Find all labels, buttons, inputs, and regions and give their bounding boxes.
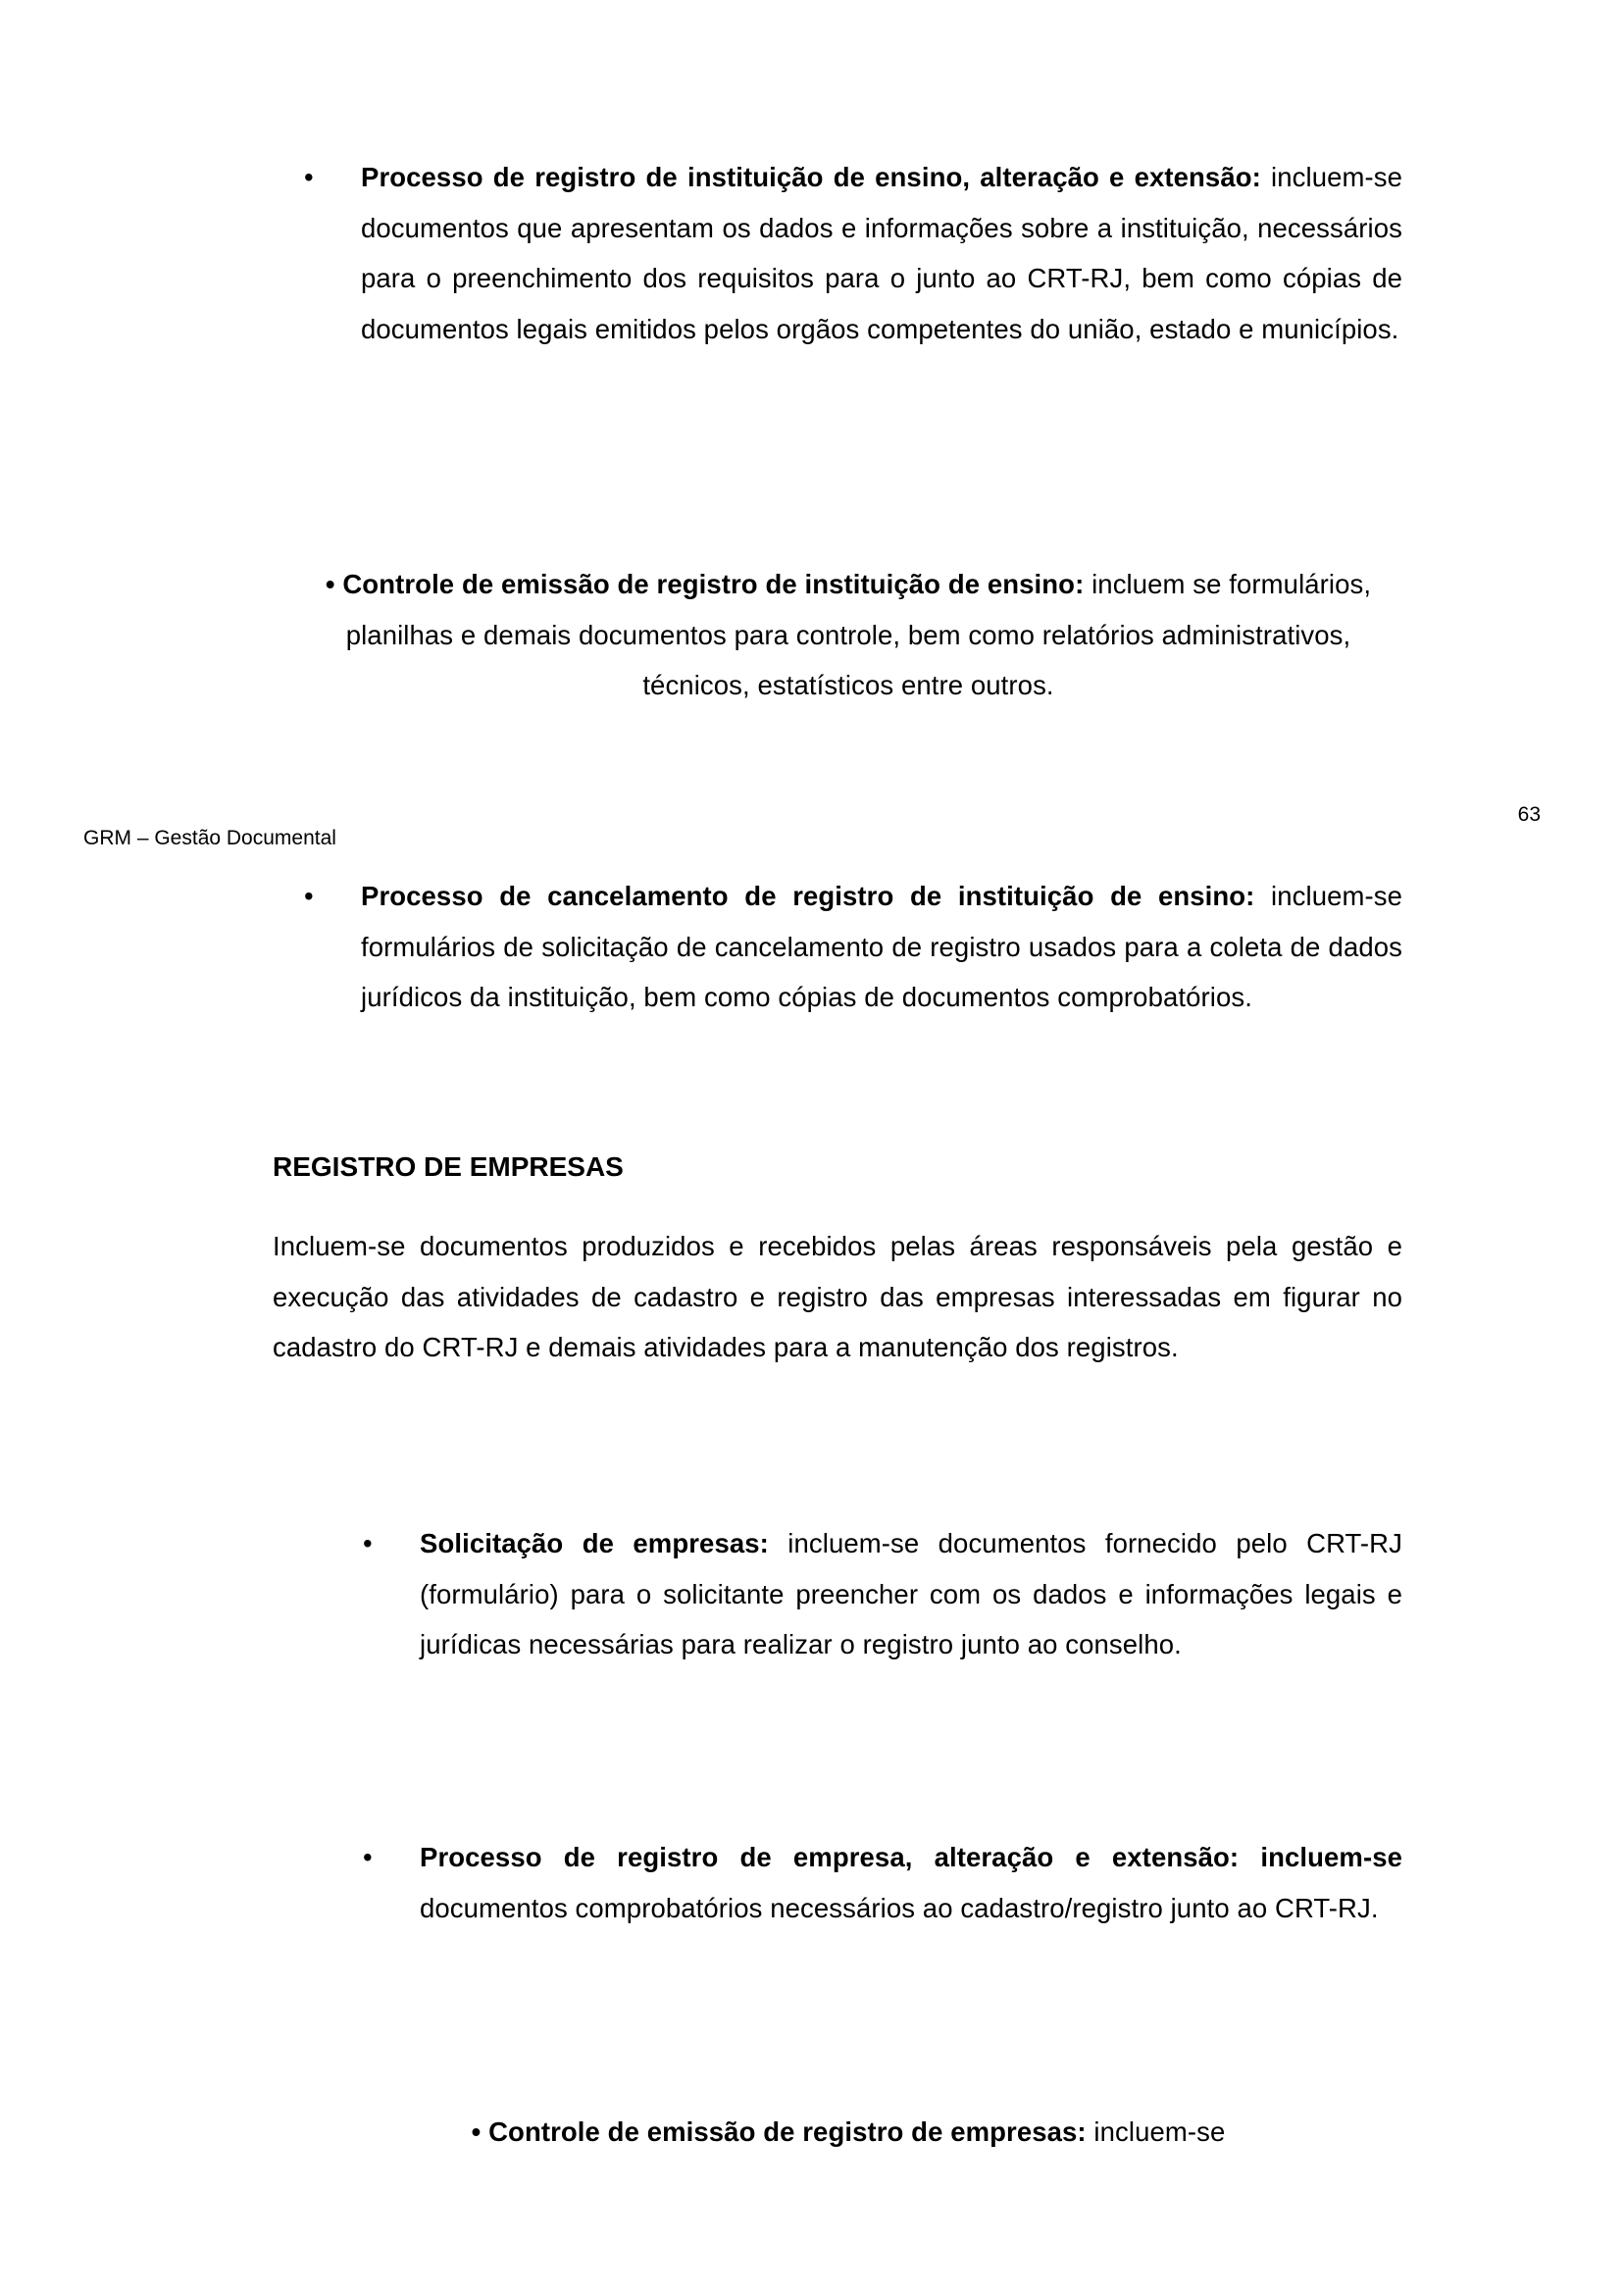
running-header-row [0,802,1624,861]
bullet-lead-text: Processo de registro de instituição de ensino, alteração e extensão: [361,162,1261,192]
bullet-lead-text: Controle de emissão de registro de instituição de ensino: [334,569,1085,599]
bullet-body-text: incluem-se [1086,2116,1226,2147]
bullet-lead-text: Processo de registro de empresa, alteração e extensão: [420,1842,1240,1872]
section-heading-registro-empresas: REGISTRO DE EMPRESAS [273,1151,624,1182]
bullet-lead-text: Controle de emissão de registro de empresas: [481,2116,1087,2147]
bullet-icon: • [304,881,314,911]
bullet-icon: • [363,1842,373,1872]
bullet-icon: • [325,569,335,599]
section-paragraph-registro-empresas: Incluem-se documentos produzidos e recebidos pelas áreas responsáveis pela gestão e execução das atividades de cadastro e registro das empresas interessadas em figurar no cadastro do CRT-RJ e demais atividades para a manutenção dos registros. [273,1231,1402,1363]
bullet-control-emission-institution [294,559,1402,711]
bullet-icon: • [363,1528,373,1558]
running-header-label: GRM – Gestão Documental [83,827,336,849]
bullet-lead-text: Processo de cancelamento de registro de instituição de ensino: [361,881,1255,911]
bullet-process-registration-institution [304,152,1402,355]
bullet-icon: • [304,162,314,192]
bullet-body-text: incluem se formulários, planilhas e demais documentos para controle, bem como relatórios administrativos, técnicos, estatísticos entre outros. [345,569,1372,701]
bullet-control-emission-companies [294,2107,1402,2158]
bullet-body-text: documentos comprobatórios necessários ao cadastro/registro junto ao CRT-RJ. [420,1892,1379,1923]
bullet-icon: • [471,2116,482,2147]
bullet-solicitation-companies [363,1518,1402,1670]
bullet-body-text: incluem-se documentos que apresentam os dados e informações sobre a instituição, necessários para o preenchimento dos requisitos para o junto ao CRT-RJ, bem como cópias de documentos legais emitidos pelos orgãos competentes do união, estado e municípios. [361,162,1402,345]
bullet-cancellation-institution [304,871,1402,1023]
bullet-lead-text: Solicitação de empresas: [420,1528,769,1558]
bullet-process-registration-company [363,1832,1402,1933]
bullet-body-text: incluem-se formulários de solicitação de cancelamento de registro usados para a coleta de dados jurídicos da instituição, bem como cópias de documentos comprobatórios. [361,881,1402,1013]
page-number: 63 [1517,803,1541,826]
bullet-lead-text-secondary: incluem-se [1260,1842,1402,1872]
bullet-body-text: incluem-se documentos fornecido pelo CRT-RJ (formulário) para o solicitante preencher com os dados e informações legais e jurídicas necessárias para realizar o registro junto ao conselho. [420,1528,1402,1660]
